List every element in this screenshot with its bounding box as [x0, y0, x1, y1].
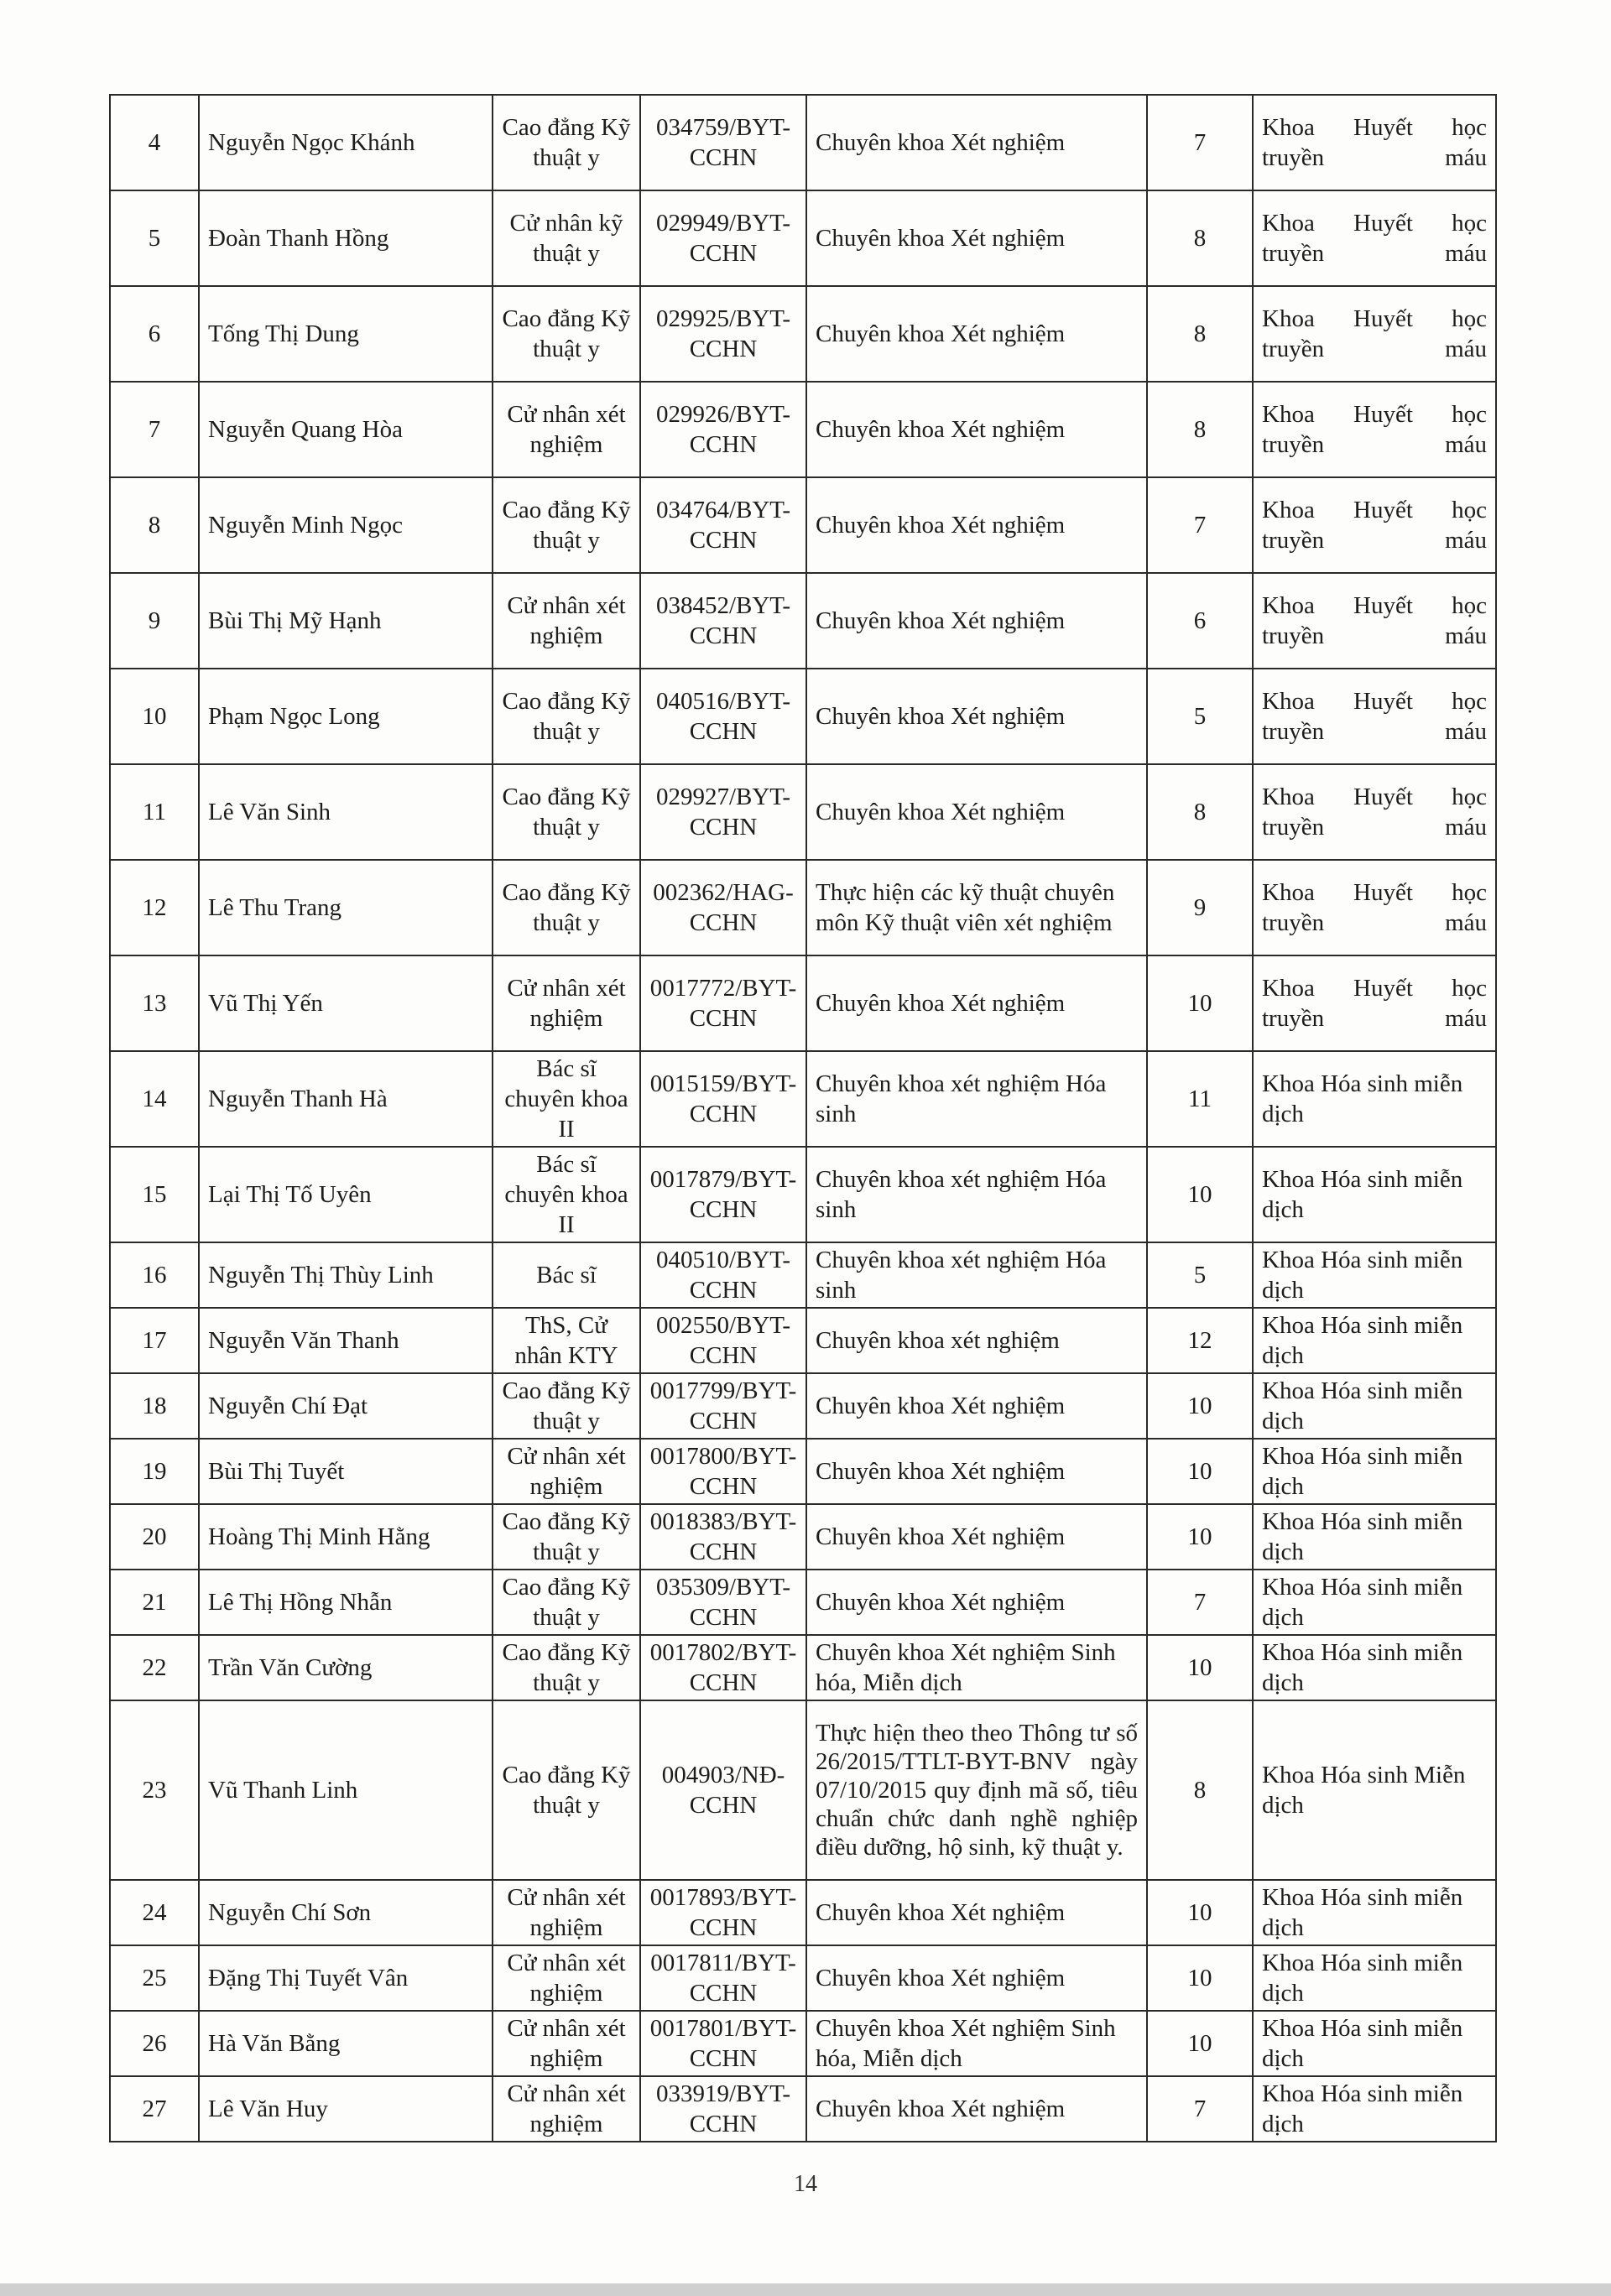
- department: Khoa Huyết học truyền máu: [1253, 764, 1496, 860]
- practice-scope: Chuyên khoa Xét nghiệm: [806, 764, 1147, 860]
- certificate-number: 038452/BYT-CCHN: [640, 573, 806, 669]
- staff-degree: Cử nhân xét nghiệm: [493, 1439, 640, 1504]
- staff-degree: Cử nhân xét nghiệm: [493, 382, 640, 477]
- certificate-number: 029927/BYT-CCHN: [640, 764, 806, 860]
- staff-name: Bùi Thị Tuyết: [199, 1439, 493, 1504]
- certificate-number: 029925/BYT-CCHN: [640, 286, 806, 382]
- table-row: [110, 860, 1496, 955]
- table-row: [110, 764, 1496, 860]
- years-experience: 7: [1147, 1570, 1253, 1635]
- row-number: 24: [110, 1880, 199, 1945]
- row-number: 9: [110, 573, 199, 669]
- row-number: 16: [110, 1242, 199, 1308]
- certificate-number: 0017799/BYT-CCHN: [640, 1373, 806, 1439]
- row-number: 6: [110, 286, 199, 382]
- certificate-number: 0017893/BYT-CCHN: [640, 1880, 806, 1945]
- certificate-number: 0017800/BYT-CCHN: [640, 1439, 806, 1504]
- table-row: [110, 573, 1496, 669]
- certificate-number: 0017772/BYT-CCHN: [640, 955, 806, 1051]
- staff-degree: Cao đẳng Kỹ thuật y: [493, 669, 640, 764]
- table-row: [110, 955, 1496, 1051]
- row-number: 22: [110, 1635, 199, 1700]
- certificate-number: 029926/BYT-CCHN: [640, 382, 806, 477]
- table-row: [110, 382, 1496, 477]
- staff-name: Nguyễn Chí Đạt: [199, 1373, 493, 1439]
- staff-name: Lại Thị Tố Uyên: [199, 1147, 493, 1242]
- department: Khoa Huyết học truyền máu: [1253, 382, 1496, 477]
- practice-scope: Chuyên khoa Xét nghiệm: [806, 382, 1147, 477]
- row-number: 12: [110, 860, 199, 955]
- department: Khoa Huyết học truyền máu: [1253, 286, 1496, 382]
- staff-name: Nguyễn Quang Hòa: [199, 382, 493, 477]
- practice-scope: Chuyên khoa xét nghiệm Hóa sinh: [806, 1242, 1147, 1308]
- staff-name: Lê Văn Huy: [199, 2076, 493, 2142]
- years-experience: 5: [1147, 1242, 1253, 1308]
- staff-degree: Cử nhân xét nghiệm: [493, 2011, 640, 2076]
- practice-scope: Chuyên khoa Xét nghiệm: [806, 573, 1147, 669]
- table-row: [110, 1308, 1496, 1373]
- certificate-number: 040510/BYT-CCHN: [640, 1242, 806, 1308]
- department: Khoa Huyết học truyền máu: [1253, 573, 1496, 669]
- department: Khoa Huyết học truyền máu: [1253, 190, 1496, 286]
- row-number: 13: [110, 955, 199, 1051]
- years-experience: 8: [1147, 190, 1253, 286]
- staff-name: Lê Thu Trang: [199, 860, 493, 955]
- staff-degree: Cử nhân xét nghiệm: [493, 1945, 640, 2011]
- staff-name: Trần Văn Cường: [199, 1635, 493, 1700]
- certificate-number: 0017811/BYT-CCHN: [640, 1945, 806, 2011]
- department: Khoa Huyết học truyền máu: [1253, 477, 1496, 573]
- staff-name: Vũ Thanh Linh: [199, 1700, 493, 1880]
- department: Khoa Hóa sinh miễn dịch: [1253, 1242, 1496, 1308]
- department: Khoa Hóa sinh miễn dịch: [1253, 1570, 1496, 1635]
- staff-degree: Cao đẳng Kỹ thuật y: [493, 1504, 640, 1570]
- staff-name: Đoàn Thanh Hồng: [199, 190, 493, 286]
- row-number: 25: [110, 1945, 199, 2011]
- staff-name: Tống Thị Dung: [199, 286, 493, 382]
- row-number: 17: [110, 1308, 199, 1373]
- row-number: 14: [110, 1051, 199, 1147]
- years-experience: 10: [1147, 1945, 1253, 2011]
- years-experience: 8: [1147, 286, 1253, 382]
- years-experience: 12: [1147, 1308, 1253, 1373]
- department: Khoa Hóa sinh miễn dịch: [1253, 1308, 1496, 1373]
- staff-degree: Cao đẳng Kỹ thuật y: [493, 477, 640, 573]
- practice-scope: Chuyên khoa Xét nghiệm Sinh hóa, Miễn dịch: [806, 1635, 1147, 1700]
- years-experience: 8: [1147, 1700, 1253, 1880]
- staff-name: Nguyễn Ngọc Khánh: [199, 95, 493, 190]
- certificate-number: 002362/HAG-CCHN: [640, 860, 806, 955]
- staff-name: Nguyễn Văn Thanh: [199, 1308, 493, 1373]
- staff-name: Nguyễn Chí Sơn: [199, 1880, 493, 1945]
- staff-degree: Bác sĩ: [493, 1242, 640, 1308]
- table-row: [110, 1880, 1496, 1945]
- staff-name: Hoàng Thị Minh Hằng: [199, 1504, 493, 1570]
- practice-scope: Chuyên khoa xét nghiệm Hóa sinh: [806, 1147, 1147, 1242]
- department: Khoa Huyết học truyền máu: [1253, 955, 1496, 1051]
- row-number: 11: [110, 764, 199, 860]
- row-number: 5: [110, 190, 199, 286]
- practice-scope: Chuyên khoa xét nghiệm: [806, 1308, 1147, 1373]
- staff-degree: ThS, Cử nhân KTY: [493, 1308, 640, 1373]
- years-experience: 6: [1147, 573, 1253, 669]
- practice-scope: Chuyên khoa Xét nghiệm: [806, 1373, 1147, 1439]
- department: Khoa Hóa sinh miễn dịch: [1253, 1051, 1496, 1147]
- years-experience: 5: [1147, 669, 1253, 764]
- practice-scope: Thực hiện theo theo Thông tư số 26/2015/TTLT-BYT-BNV ngày 07/10/2015 quy định mã số, tiêu chuẩn chức danh nghề nghiệp điều dưỡng, hộ sinh, kỹ thuật y.: [806, 1700, 1147, 1880]
- staff-name: Lê Thị Hồng Nhẫn: [199, 1570, 493, 1635]
- staff-name: Nguyễn Minh Ngọc: [199, 477, 493, 573]
- staff-degree: Cao đẳng Kỹ thuật y: [493, 1700, 640, 1880]
- staff-name: Đặng Thị Tuyết Vân: [199, 1945, 493, 2011]
- staff-degree: Cao đẳng Kỹ thuật y: [493, 95, 640, 190]
- row-number: 21: [110, 1570, 199, 1635]
- staff-name: Nguyễn Thị Thùy Linh: [199, 1242, 493, 1308]
- table-body: [110, 95, 1496, 2142]
- certificate-number: 035309/BYT-CCHN: [640, 1570, 806, 1635]
- department: Khoa Hóa sinh miễn dịch: [1253, 1635, 1496, 1700]
- years-experience: 7: [1147, 2076, 1253, 2142]
- years-experience: 10: [1147, 1439, 1253, 1504]
- practice-scope: Chuyên khoa Xét nghiệm: [806, 1880, 1147, 1945]
- staff-degree: Cử nhân xét nghiệm: [493, 2076, 640, 2142]
- certificate-number: 0015159/BYT-CCHN: [640, 1051, 806, 1147]
- table-row: [110, 477, 1496, 573]
- row-number: 27: [110, 2076, 199, 2142]
- certificate-number: 0017879/BYT-CCHN: [640, 1147, 806, 1242]
- staff-name: Hà Văn Bằng: [199, 2011, 493, 2076]
- years-experience: 10: [1147, 1635, 1253, 1700]
- table-row: [110, 1242, 1496, 1308]
- years-experience: 8: [1147, 764, 1253, 860]
- years-experience: 9: [1147, 860, 1253, 955]
- row-number: 10: [110, 669, 199, 764]
- department: Khoa Hóa sinh Miễn dịch: [1253, 1700, 1496, 1880]
- staff-degree: Cao đẳng Kỹ thuật y: [493, 1570, 640, 1635]
- department: Khoa Huyết học truyền máu: [1253, 95, 1496, 190]
- staff-degree: Cao đẳng Kỹ thuật y: [493, 1635, 640, 1700]
- years-experience: 10: [1147, 1504, 1253, 1570]
- table-row: [110, 1504, 1496, 1570]
- certificate-number: 040516/BYT-CCHN: [640, 669, 806, 764]
- years-experience: 11: [1147, 1051, 1253, 1147]
- table-row: [110, 1051, 1496, 1147]
- table-row: [110, 95, 1496, 190]
- table-row: [110, 1945, 1496, 2011]
- staff-degree: Cử nhân xét nghiệm: [493, 573, 640, 669]
- practice-scope: Chuyên khoa Xét nghiệm: [806, 95, 1147, 190]
- practice-scope: Chuyên khoa Xét nghiệm: [806, 2076, 1147, 2142]
- staff-degree: Cao đẳng Kỹ thuật y: [493, 286, 640, 382]
- practice-scope: Chuyên khoa Xét nghiệm: [806, 477, 1147, 573]
- row-number: 20: [110, 1504, 199, 1570]
- department: Khoa Hóa sinh miễn dịch: [1253, 1880, 1496, 1945]
- staff-degree: Cao đẳng Kỹ thuật y: [493, 1373, 640, 1439]
- staff-name: Bùi Thị Mỹ Hạnh: [199, 573, 493, 669]
- table-row: [110, 190, 1496, 286]
- department: Khoa Hóa sinh miễn dịch: [1253, 1147, 1496, 1242]
- page-number: 14: [794, 2171, 817, 2197]
- table-row: [110, 1570, 1496, 1635]
- years-experience: 10: [1147, 1880, 1253, 1945]
- certificate-number: 033919/BYT-CCHN: [640, 2076, 806, 2142]
- department: Khoa Hóa sinh miễn dịch: [1253, 1373, 1496, 1439]
- table-row: [110, 286, 1496, 382]
- practice-scope: Thực hiện các kỹ thuật chuyên môn Kỹ thuật viên xét nghiệm: [806, 860, 1147, 955]
- table-row: [110, 669, 1496, 764]
- staff-name: Nguyễn Thanh Hà: [199, 1051, 493, 1147]
- table-row: [110, 1147, 1496, 1242]
- staff-name: Vũ Thị Yến: [199, 955, 493, 1051]
- certificate-number: 002550/BYT-CCHN: [640, 1308, 806, 1373]
- years-experience: 8: [1147, 382, 1253, 477]
- staff-degree: Cử nhân xét nghiệm: [493, 955, 640, 1051]
- practice-scope: Chuyên khoa Xét nghiệm: [806, 1570, 1147, 1635]
- staff-degree: Bác sĩ chuyên khoa II: [493, 1147, 640, 1242]
- row-number: 26: [110, 2011, 199, 2076]
- staff-degree: Bác sĩ chuyên khoa II: [493, 1051, 640, 1147]
- staff-degree: Cao đẳng Kỹ thuật y: [493, 860, 640, 955]
- practice-scope: Chuyên khoa Xét nghiệm: [806, 1945, 1147, 2011]
- row-number: 23: [110, 1700, 199, 1880]
- staff-degree: Cử nhân xét nghiệm: [493, 1880, 640, 1945]
- practice-scope: Chuyên khoa Xét nghiệm: [806, 286, 1147, 382]
- department: Khoa Hóa sinh miễn dịch: [1253, 1439, 1496, 1504]
- practice-scope: Chuyên khoa Xét nghiệm: [806, 669, 1147, 764]
- staff-table: [109, 94, 1497, 2142]
- staff-degree: Cao đẳng Kỹ thuật y: [493, 764, 640, 860]
- staff-name: Phạm Ngọc Long: [199, 669, 493, 764]
- staff-name: Lê Văn Sinh: [199, 764, 493, 860]
- practice-scope: Chuyên khoa Xét nghiệm Sinh hóa, Miễn dịch: [806, 2011, 1147, 2076]
- department: Khoa Hóa sinh miễn dịch: [1253, 1945, 1496, 2011]
- practice-scope: Chuyên khoa Xét nghiệm: [806, 1504, 1147, 1570]
- certificate-number: 034759/BYT-CCHN: [640, 95, 806, 190]
- certificate-number: 034764/BYT-CCHN: [640, 477, 806, 573]
- years-experience: 10: [1147, 2011, 1253, 2076]
- table-row: [110, 2076, 1496, 2142]
- years-experience: 7: [1147, 95, 1253, 190]
- years-experience: 10: [1147, 955, 1253, 1051]
- certificate-number: 0017802/BYT-CCHN: [640, 1635, 806, 1700]
- years-experience: 7: [1147, 477, 1253, 573]
- table-row: [110, 1700, 1496, 1880]
- table-row: [110, 2011, 1496, 2076]
- row-number: 19: [110, 1439, 199, 1504]
- scan-edge: [0, 2283, 1611, 2296]
- row-number: 18: [110, 1373, 199, 1439]
- row-number: 7: [110, 382, 199, 477]
- certificate-number: 0017801/BYT-CCHN: [640, 2011, 806, 2076]
- table-row: [110, 1439, 1496, 1504]
- department: Khoa Huyết học truyền máu: [1253, 669, 1496, 764]
- years-experience: 10: [1147, 1373, 1253, 1439]
- department: Khoa Hóa sinh miễn dịch: [1253, 1504, 1496, 1570]
- practice-scope: Chuyên khoa Xét nghiệm: [806, 955, 1147, 1051]
- department: Khoa Huyết học truyền máu: [1253, 860, 1496, 955]
- practice-scope: Chuyên khoa Xét nghiệm: [806, 1439, 1147, 1504]
- staff-degree: Cử nhân kỹ thuật y: [493, 190, 640, 286]
- table-row: [110, 1373, 1496, 1439]
- practice-scope: Chuyên khoa xét nghiệm Hóa sinh: [806, 1051, 1147, 1147]
- certificate-number: 004903/NĐ-CCHN: [640, 1700, 806, 1880]
- row-number: 15: [110, 1147, 199, 1242]
- row-number: 8: [110, 477, 199, 573]
- row-number: 4: [110, 95, 199, 190]
- years-experience: 10: [1147, 1147, 1253, 1242]
- department: Khoa Hóa sinh miễn dịch: [1253, 2076, 1496, 2142]
- table-row: [110, 1635, 1496, 1700]
- certificate-number: 029949/BYT-CCHN: [640, 190, 806, 286]
- certificate-number: 0018383/BYT-CCHN: [640, 1504, 806, 1570]
- practice-scope: Chuyên khoa Xét nghiệm: [806, 190, 1147, 286]
- department: Khoa Hóa sinh miễn dịch: [1253, 2011, 1496, 2076]
